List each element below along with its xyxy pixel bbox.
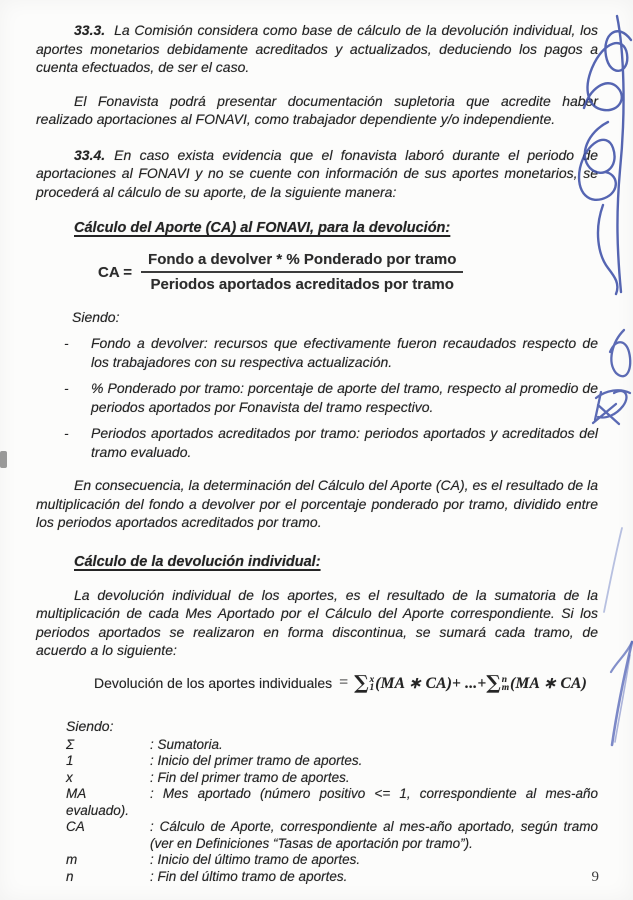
sigma-lower-limit: 1	[369, 683, 375, 693]
clause-number: 33.4.	[74, 146, 106, 163]
equals-sign: =	[339, 674, 349, 691]
pen-stroke-faint	[604, 528, 622, 612]
definition-m	[66, 852, 598, 869]
definitions-list	[66, 737, 598, 886]
paragraph-devolucion: La devolución individual de los aportes, es el resultado de la sumatoria de la multiplicación de cada Mes Aportado por el Cálculo del Aporte correspondiente. Si los periodos aportados se realizaron en forma discontinua, se sumará cada tramo, de acuerdo a lo siguiente:	[36, 586, 598, 658]
definition-n	[66, 869, 598, 886]
bullet-dash: -	[64, 335, 69, 351]
definition-term: MA	[66, 786, 87, 801]
formula-term: (MA ∗ CA)+ ...+	[375, 674, 487, 692]
bullet-text: Fondo a devolver: recursos que efectivamente fueron recaudados respecto de los trabajadores con su respectiva actualización.	[91, 335, 598, 370]
paragraph-consecuencia: En consecuencia, la determinación del Cálculo del Aporte (CA), es el resultado de la multiplicación del fondo a devolver por el porcentaje ponderado por tramo, dividido entre los periodos aportados acreditados por tramo.	[36, 477, 598, 530]
definition-ca	[66, 819, 598, 852]
definition-desc: : Fin del primer tramo de aportes.	[150, 769, 350, 785]
definition-desc: : Mes aportado (número positivo <= 1, correspondiente al mes-año evaluado).	[66, 786, 598, 818]
signature-mark-bottom	[611, 642, 632, 745]
definition-1	[66, 753, 598, 770]
definition-ma	[66, 786, 598, 819]
definition-x	[66, 770, 598, 787]
definition-desc: : Inicio del último tramo de aportes.	[150, 852, 361, 867]
sigma-limits	[502, 676, 509, 693]
formula-term: (MA ∗ CA)	[510, 674, 587, 692]
definition-term: CA	[66, 819, 85, 834]
paragraph-text: La Comisión considera como base de cálculo de la devolución individual, los aportes monetarios debidamente acreditados y actualizados, deduciendo los pagos a cuenta efectuados, de ser el caso.	[36, 22, 598, 75]
paragraph-text: En caso exista evidencia que el fonavista laboró durante el periodo de aportaciones al FONAVI y no se cuente con información de sus aportes monetarios, se procederá al cálculo de su aporte, de la siguiente manera:	[36, 146, 598, 200]
definition-desc: : Cálculo de Aporte, correspondiente al mes-año aportado, según tramo (ver en Definiciones “Tasas de aportación por tramo”).	[150, 819, 598, 851]
sigma-limits	[370, 676, 375, 693]
fraction-denominator: Periodos aportados acreditados por tramo	[150, 276, 454, 293]
definition-sigma	[66, 737, 598, 754]
signature-mark-middle	[593, 330, 630, 424]
paragraph-fonavista: El Fonavista podrá presentar documentación supletoria que acredite haber realizado aportaciones al FONAVI, como trabajador dependiente y/o independiente.	[36, 92, 598, 127]
sigma-upper-limit: x	[369, 674, 375, 685]
siendo-label: Siendo:	[72, 309, 120, 325]
fraction-numerator: Fondo a devolver * % Ponderado por tramo	[141, 251, 463, 273]
sigma-lower-limit: m	[501, 683, 510, 693]
definition-desc: : Fin del último tramo de aportes.	[150, 868, 348, 884]
sigma-upper-limit: n	[501, 674, 508, 685]
definition-term: Σ	[66, 736, 75, 752]
definition-term: n	[66, 868, 74, 884]
bullet-periodos-aportados	[64, 424, 598, 461]
formula-sumatoria	[94, 674, 598, 693]
formula-lhs: Devolución de los aportes individuales	[94, 675, 333, 691]
definition-term: x	[66, 769, 73, 785]
definition-desc: : Inicio del primer tramo de aportes.	[150, 753, 363, 768]
bullet-ponderado-por-tramo	[64, 379, 598, 416]
heading-calculo-aporte: Cálculo del Aporte (CA) al FONAVI, para la devolución:	[74, 220, 451, 236]
siendo-label: Siendo:	[66, 717, 114, 734]
sigma-symbol: ∑	[354, 672, 369, 694]
bullet-text: % Ponderado por tramo: porcentaje de aporte del tramo, respecto al promedio de periodos aportados por Fonavista del tramo respectivo.	[91, 380, 598, 415]
formula-ca-fraction	[98, 251, 598, 293]
bullet-fondo-a-devolver	[64, 334, 598, 371]
sigma-symbol: ∑	[486, 672, 501, 694]
bullet-text: Periodos aportados acreditados por tramo: periodos aportados y acreditados del tramo evaluado.	[91, 425, 598, 460]
document-body	[36, 0, 598, 885]
page-number: 9	[591, 869, 599, 885]
bullet-dash: -	[64, 425, 69, 441]
clause-number: 33.3.	[74, 22, 106, 38]
bullet-dash: -	[64, 380, 69, 396]
paragraph-33-4	[36, 146, 598, 202]
paragraph-33-3	[36, 21, 598, 77]
fraction	[141, 251, 463, 293]
scan-edge-smudge	[0, 451, 7, 468]
definition-term: m	[66, 852, 78, 867]
definition-term: 1	[66, 753, 74, 768]
heading-devolucion-individual: Cálculo de la devolución individual:	[74, 553, 321, 570]
formula-lhs: CA =	[98, 263, 133, 281]
definition-desc: : Sumatoria.	[150, 736, 223, 752]
